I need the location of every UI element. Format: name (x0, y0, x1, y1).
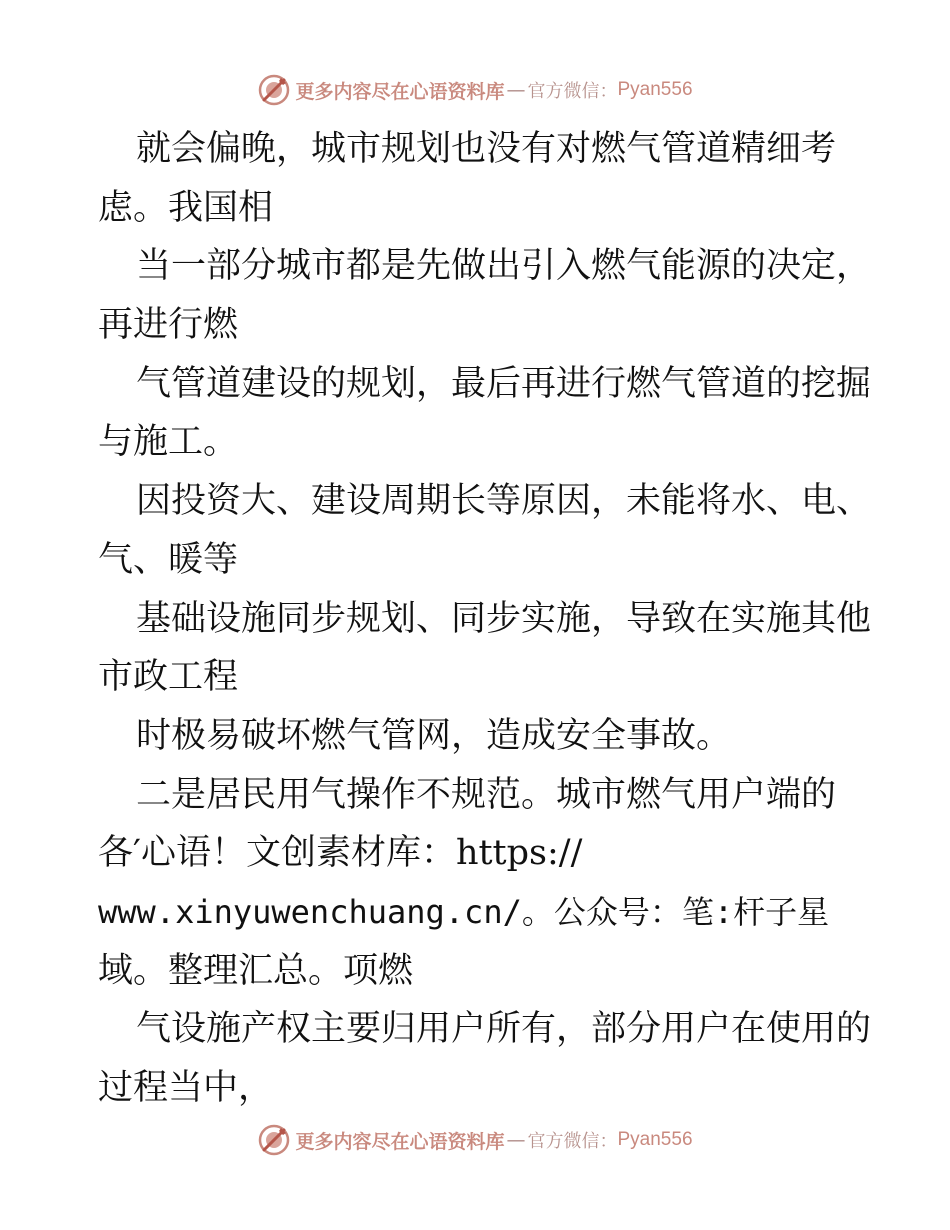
body-line: 市政工程 (98, 657, 239, 698)
body-line-url: www.xinyuwenchuang.cn/。公众号：笔:杆子星 (98, 892, 830, 931)
body-line: 因投资大、建设周期长等原因，未能将水、电、 (136, 481, 872, 522)
body-line: 过程当中， (98, 1068, 274, 1108)
body-line: 二是居民用气操作不规范。城市燃气用户端的 (136, 774, 837, 815)
watermark-official-label: 官方微信： (527, 1131, 618, 1152)
watermark-brand: 更多内容尽在心语资料库 (295, 1130, 505, 1153)
watermark-dash: — (506, 79, 526, 101)
body-line: 气、暖等 (98, 539, 239, 580)
body-line: 域。整理汇总。项燃 (98, 950, 414, 991)
watermark-wechat-id: Pyan556 (617, 79, 693, 100)
body-line: 时极易破坏燃气管网，造成安全事故。 (136, 715, 732, 756)
watermark-dash: — (506, 1129, 526, 1151)
seal-logo-icon (257, 1123, 291, 1157)
body-line: 就会偏晚，城市规划也没有对燃气管道精细考 (136, 129, 837, 169)
body-line: 再进行燃 (98, 305, 239, 346)
body-line: 与施工。 (98, 422, 239, 463)
seal-logo-icon (257, 73, 291, 107)
body-line: 气设施产权主要归用户所有，部分用户在使用的 (136, 1009, 872, 1050)
document-body (98, 120, 872, 1118)
watermark-wechat-id: Pyan556 (617, 1129, 693, 1150)
watermark-official-label: 官方微信： (527, 81, 618, 102)
body-line: 各′心语！文创素材库：https:// (98, 833, 583, 874)
watermark-brand: 更多内容尽在心语资料库 (295, 80, 505, 103)
body-line: 气管道建设的规划，最后再进行燃气管道的挖掘 (136, 363, 872, 404)
body-line: 基础设施同步规划、同步实施，导致在实施其他 (136, 598, 872, 639)
footer-watermark (0, 1120, 950, 1160)
body-line: 虑。我国相 (98, 187, 274, 228)
body-line: 当一部分城市都是先做出引入燃气能源的决定， (136, 246, 872, 287)
header-watermark (0, 70, 950, 110)
